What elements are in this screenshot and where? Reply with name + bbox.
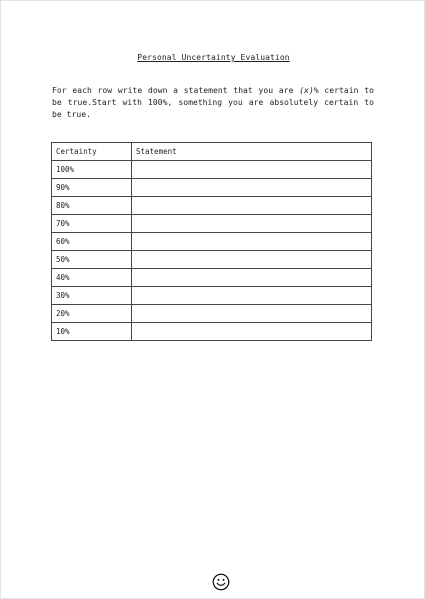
table-row	[52, 323, 372, 341]
certainty-cell: 80%	[52, 197, 132, 215]
certainty-cell: 60%	[52, 233, 132, 251]
table-row	[52, 287, 372, 305]
table-row	[52, 197, 372, 215]
smiley-face-icon	[212, 573, 230, 591]
table-row	[52, 215, 372, 233]
certainty-cell: 70%	[52, 215, 132, 233]
header-certainty: Certainty	[52, 143, 132, 161]
table-row	[52, 161, 372, 179]
table-header-row	[52, 143, 372, 161]
table-row	[52, 251, 372, 269]
certainty-cell: 10%	[52, 323, 132, 341]
certainty-cell: 90%	[52, 179, 132, 197]
certainty-cell: 50%	[52, 251, 132, 269]
statement-cell[interactable]	[132, 323, 372, 341]
certainty-cell: 20%	[52, 305, 132, 323]
certainty-cell: 100%	[52, 161, 132, 179]
certainty-cell: 40%	[52, 269, 132, 287]
table-row	[52, 179, 372, 197]
statement-cell[interactable]	[132, 215, 372, 233]
statement-cell[interactable]	[132, 305, 372, 323]
statement-cell[interactable]	[132, 287, 372, 305]
table-row	[52, 269, 372, 287]
document-title: Personal Uncertainty Evaluation	[137, 53, 290, 62]
instructions-part-2: % certain to be true.Start with 100%, something you are absolutely certain to be true.	[52, 86, 374, 119]
table-row	[52, 233, 372, 251]
header-statement: Statement	[132, 143, 372, 161]
instructions-part-1: For each row write down a statement that you are	[52, 86, 300, 95]
table-row	[52, 305, 372, 323]
statement-cell[interactable]	[132, 197, 372, 215]
instructions-variable: (x)	[299, 86, 314, 95]
instructions-text	[52, 85, 374, 121]
certainty-table	[51, 142, 372, 341]
statement-cell[interactable]	[132, 233, 372, 251]
statement-cell[interactable]	[132, 161, 372, 179]
statement-cell[interactable]	[132, 269, 372, 287]
statement-cell[interactable]	[132, 251, 372, 269]
certainty-cell: 30%	[52, 287, 132, 305]
statement-cell[interactable]	[132, 179, 372, 197]
